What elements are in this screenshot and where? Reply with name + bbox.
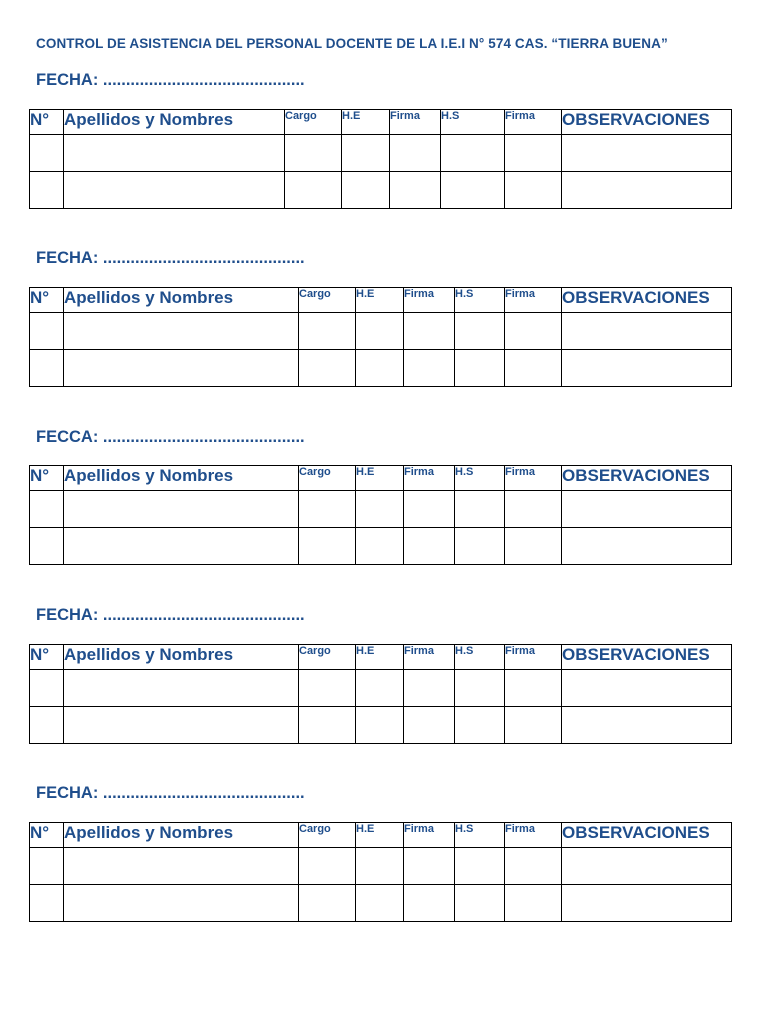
col-observaciones: OBSERVACIONES (562, 466, 732, 491)
cell-firma-entrada[interactable] (404, 670, 455, 707)
attendance-table (29, 465, 732, 565)
cell-observaciones[interactable] (562, 172, 732, 209)
col-hora-salida: H.S (441, 110, 505, 135)
attendance-table (29, 644, 732, 744)
col-firma-entrada: Firma (390, 110, 441, 135)
col-cargo: Cargo (299, 645, 356, 670)
cell-firma-salida[interactable] (505, 885, 562, 922)
cell-cargo[interactable] (285, 172, 342, 209)
cell-number[interactable] (30, 313, 64, 350)
col-number: N° (30, 466, 64, 491)
table-row (30, 885, 732, 922)
col-hora-entrada: H.E (356, 823, 404, 848)
cell-firma-entrada[interactable] (404, 848, 455, 885)
cell-observaciones[interactable] (562, 848, 732, 885)
date-label: FECHA: ............................................ (36, 606, 305, 624)
cell-hora-entrada[interactable] (356, 491, 404, 528)
date-label: FECHA: ............................................ (36, 71, 305, 89)
cell-hora-salida[interactable] (455, 491, 505, 528)
col-hora-entrada: H.E (356, 645, 404, 670)
date-label: FECCA: ............................................ (36, 428, 305, 446)
col-names: Apellidos y Nombres (64, 110, 285, 135)
cell-number[interactable] (30, 528, 64, 565)
cell-cargo[interactable] (299, 528, 356, 565)
cell-names[interactable] (64, 350, 299, 387)
table-header-row (30, 823, 732, 848)
cell-cargo[interactable] (299, 707, 356, 744)
cell-hora-entrada[interactable] (342, 172, 390, 209)
cell-names[interactable] (64, 707, 299, 744)
col-observaciones: OBSERVACIONES (562, 645, 732, 670)
cell-hora-salida[interactable] (455, 885, 505, 922)
cell-hora-salida[interactable] (455, 350, 505, 387)
document-title: CONTROL DE ASISTENCIA DEL PERSONAL DOCENTE DE LA I.E.I N° 574 CAS. “TIERRA BUENA” (36, 36, 668, 51)
col-firma-salida: Firma (505, 645, 562, 670)
table-row (30, 491, 732, 528)
cell-firma-salida[interactable] (505, 528, 562, 565)
cell-hora-entrada[interactable] (356, 313, 404, 350)
col-number: N° (30, 645, 64, 670)
cell-firma-salida[interactable] (505, 135, 562, 172)
cell-firma-salida[interactable] (505, 848, 562, 885)
cell-firma-salida[interactable] (505, 313, 562, 350)
cell-number[interactable] (30, 670, 64, 707)
cell-firma-salida[interactable] (505, 172, 562, 209)
col-number: N° (30, 288, 64, 313)
col-number: N° (30, 110, 64, 135)
cell-observaciones[interactable] (562, 670, 732, 707)
cell-number[interactable] (30, 707, 64, 744)
col-firma-salida: Firma (505, 466, 562, 491)
cell-hora-entrada[interactable] (356, 528, 404, 565)
col-cargo: Cargo (299, 823, 356, 848)
col-firma-salida: Firma (505, 288, 562, 313)
cell-hora-entrada[interactable] (356, 885, 404, 922)
col-firma-salida: Firma (505, 110, 562, 135)
cell-hora-entrada[interactable] (356, 848, 404, 885)
col-cargo: Cargo (285, 110, 342, 135)
cell-cargo[interactable] (299, 491, 356, 528)
cell-observaciones[interactable] (562, 491, 732, 528)
cell-number[interactable] (30, 135, 64, 172)
cell-firma-entrada[interactable] (404, 313, 455, 350)
date-label: FECHA: ............................................ (36, 249, 305, 267)
cell-hora-entrada[interactable] (356, 670, 404, 707)
cell-hora-salida[interactable] (455, 848, 505, 885)
table-header-row (30, 288, 732, 313)
table-row (30, 313, 732, 350)
cell-observaciones[interactable] (562, 528, 732, 565)
cell-hora-salida[interactable] (455, 670, 505, 707)
table-row (30, 350, 732, 387)
cell-firma-entrada[interactable] (390, 172, 441, 209)
table-header-row (30, 466, 732, 491)
col-names: Apellidos y Nombres (64, 288, 299, 313)
table-row (30, 670, 732, 707)
cell-cargo[interactable] (299, 670, 356, 707)
cell-hora-entrada[interactable] (356, 707, 404, 744)
col-observaciones: OBSERVACIONES (562, 110, 732, 135)
table-row (30, 528, 732, 565)
col-hora-entrada: H.E (342, 110, 390, 135)
table-header-row (30, 110, 732, 135)
cell-firma-salida[interactable] (505, 707, 562, 744)
cell-firma-entrada[interactable] (404, 885, 455, 922)
cell-firma-entrada[interactable] (404, 350, 455, 387)
date-label: FECHA: ............................................ (36, 784, 305, 802)
cell-names[interactable] (64, 491, 299, 528)
col-firma-entrada: Firma (404, 823, 455, 848)
col-cargo: Cargo (299, 466, 356, 491)
col-names: Apellidos y Nombres (64, 645, 299, 670)
col-names: Apellidos y Nombres (64, 466, 299, 491)
cell-cargo[interactable] (299, 313, 356, 350)
cell-observaciones[interactable] (562, 135, 732, 172)
col-hora-salida: H.S (455, 823, 505, 848)
cell-number[interactable] (30, 885, 64, 922)
col-hora-entrada: H.E (356, 288, 404, 313)
attendance-table (29, 287, 732, 387)
cell-hora-salida[interactable] (455, 528, 505, 565)
cell-cargo[interactable] (299, 885, 356, 922)
col-names: Apellidos y Nombres (64, 823, 299, 848)
cell-observaciones[interactable] (562, 313, 732, 350)
cell-names[interactable] (64, 528, 299, 565)
cell-number[interactable] (30, 848, 64, 885)
col-firma-entrada: Firma (404, 288, 455, 313)
cell-hora-salida[interactable] (441, 135, 505, 172)
attendance-table (29, 109, 732, 209)
table-row (30, 848, 732, 885)
cell-firma-entrada[interactable] (404, 707, 455, 744)
table-row (30, 172, 732, 209)
table-header-row (30, 645, 732, 670)
col-hora-salida: H.S (455, 645, 505, 670)
cell-firma-salida[interactable] (505, 670, 562, 707)
cell-observaciones[interactable] (562, 707, 732, 744)
cell-firma-entrada[interactable] (390, 135, 441, 172)
col-observaciones: OBSERVACIONES (562, 823, 732, 848)
cell-names[interactable] (64, 670, 299, 707)
cell-cargo[interactable] (299, 350, 356, 387)
cell-number[interactable] (30, 491, 64, 528)
cell-hora-entrada[interactable] (356, 350, 404, 387)
cell-names[interactable] (64, 135, 285, 172)
cell-number[interactable] (30, 172, 64, 209)
cell-names[interactable] (64, 848, 299, 885)
cell-names[interactable] (64, 172, 285, 209)
cell-cargo[interactable] (299, 848, 356, 885)
table-row (30, 135, 732, 172)
cell-firma-entrada[interactable] (404, 528, 455, 565)
table-row (30, 707, 732, 744)
col-observaciones: OBSERVACIONES (562, 288, 732, 313)
cell-firma-salida[interactable] (505, 350, 562, 387)
cell-hora-salida[interactable] (455, 707, 505, 744)
col-hora-salida: H.S (455, 288, 505, 313)
col-hora-salida: H.S (455, 466, 505, 491)
col-firma-salida: Firma (505, 823, 562, 848)
cell-names[interactable] (64, 313, 299, 350)
col-hora-entrada: H.E (356, 466, 404, 491)
cell-observaciones[interactable] (562, 885, 732, 922)
attendance-table (29, 822, 732, 922)
cell-number[interactable] (30, 350, 64, 387)
col-cargo: Cargo (299, 288, 356, 313)
col-firma-entrada: Firma (404, 645, 455, 670)
col-firma-entrada: Firma (404, 466, 455, 491)
cell-hora-entrada[interactable] (342, 135, 390, 172)
cell-hora-salida[interactable] (441, 172, 505, 209)
cell-names[interactable] (64, 885, 299, 922)
cell-observaciones[interactable] (562, 350, 732, 387)
cell-hora-salida[interactable] (455, 313, 505, 350)
cell-firma-salida[interactable] (505, 491, 562, 528)
cell-firma-entrada[interactable] (404, 491, 455, 528)
col-number: N° (30, 823, 64, 848)
cell-cargo[interactable] (285, 135, 342, 172)
